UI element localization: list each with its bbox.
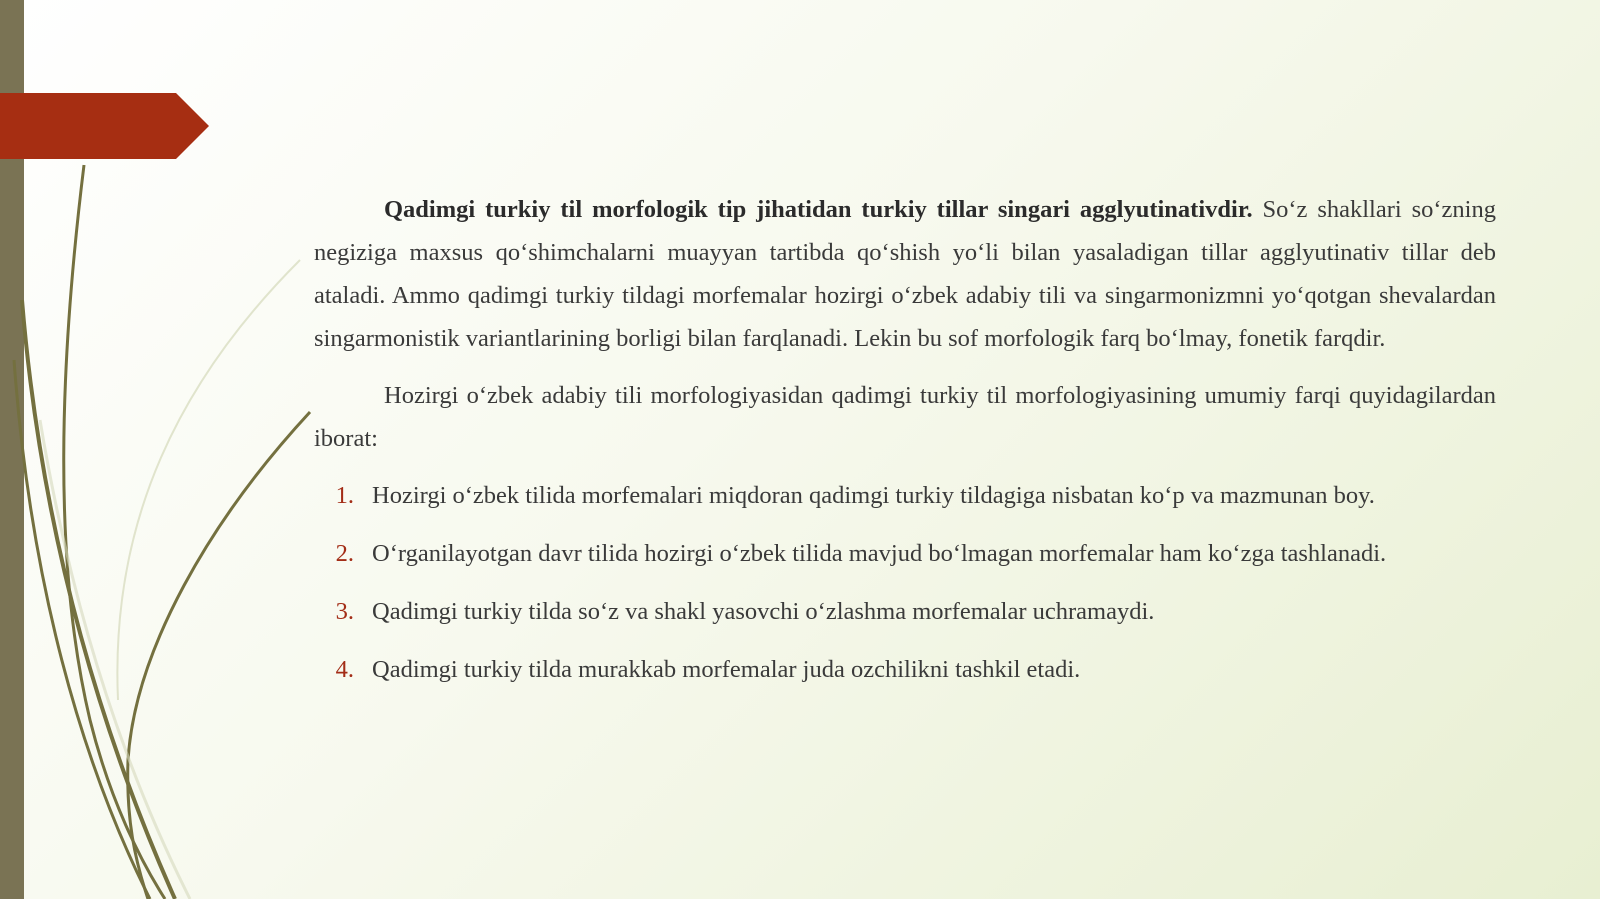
list-item-text: Qadimgi turkiy tilda so‘z va shakl yasovchi o‘zlashma morfemalar uchramaydi.: [372, 598, 1155, 625]
list-item: [314, 474, 1496, 517]
paragraph-morphological-type: [314, 186, 1496, 360]
title-arrow-banner: [0, 93, 209, 159]
paragraph-differences-intro: [314, 372, 1496, 460]
differences-list: [314, 474, 1496, 691]
paragraph-text: So‘z shakllari so‘zning negiziga maxsus qo‘shimchalarni muayyan tartibda qo‘shish yo‘li bilan yasaladigan tillar agglyutinativ tillar deb ataladi. Ammo qadimgi turkiy tildagi morfemalar hozirgi o‘zbek adabiy tili va singarmonizmni yo‘qotgan shevalardan singarmonistik variantlarining borligi bilan farqlanadi. Lekin bu sof morfologik farq bo‘lmay, fonetik farqdir.: [314, 196, 1496, 352]
list-number: 1.: [335, 482, 354, 509]
bold-lead-sentence: Qadimgi turkiy til morfologik tip jihatidan turkiy tillar singari agglyutinativdir.: [384, 196, 1253, 223]
list-item-text: Qadimgi turkiy tilda murakkab morfemalar juda ozchilikni tashkil etadi.: [372, 656, 1081, 683]
decorative-grass-curves: [14, 165, 310, 899]
list-item: [314, 590, 1496, 633]
list-item-text: O‘rganilayotgan davr tilida hozirgi o‘zbek tilida mavjud bo‘lmagan morfemalar ham ko‘zga tashlanadi.: [372, 540, 1387, 567]
list-item: [314, 532, 1496, 575]
list-number: 3.: [335, 598, 354, 625]
list-number: 4.: [335, 656, 354, 683]
paragraph-text: Hozirgi o‘zbek adabiy tili morfologiyasidan qadimgi turkiy til morfologiyasining umumiy farqi quyidagilardan iborat:: [314, 382, 1496, 452]
list-item-text: Hozirgi o‘zbek tilida morfemalari miqdoran qadimgi turkiy tildagiga nisbatan ko‘p va mazmunan boy.: [372, 482, 1375, 509]
slide-body: [314, 186, 1496, 706]
list-item: [314, 648, 1496, 691]
list-number: 2.: [335, 540, 354, 567]
